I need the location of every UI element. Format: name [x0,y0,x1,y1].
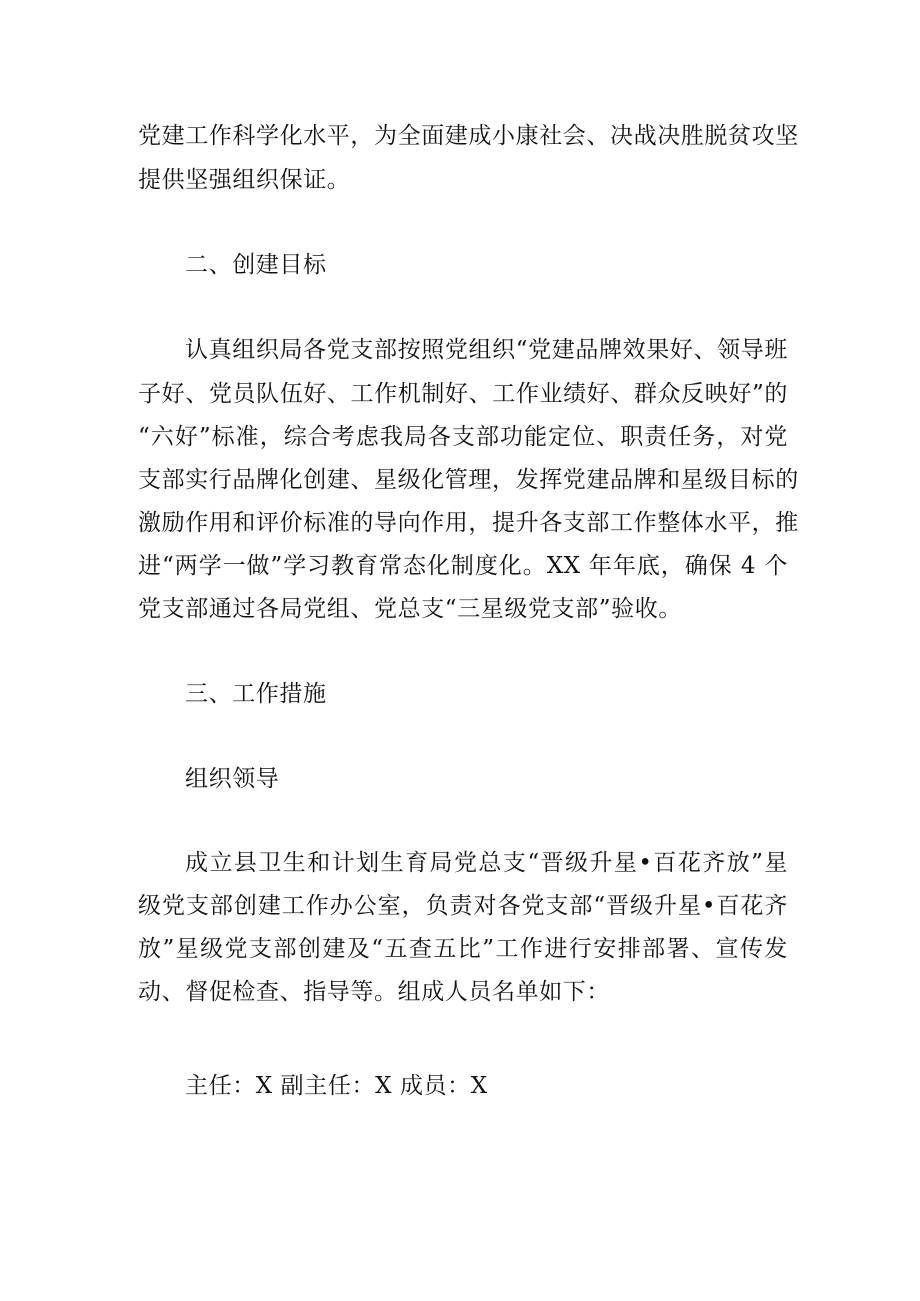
intro-line-2: 提供坚强组织保证。 [138,167,351,193]
subheading-organization: 组织领导 [185,766,280,792]
section-heading-measures: 三、工作措施 [185,681,327,707]
goals-paragraph-line-4: 支部实行品牌化创建、星级化管理，发挥党建品牌和星级目标的 [138,467,799,493]
goals-paragraph-line-2: 子好、党员队伍好、工作机制好、工作业绩好、群众反映好”的 [138,381,788,407]
measures-paragraph-line-4: 动、督促检查、指导等。组成人员名单如下： [138,979,610,1005]
measures-paragraph-line-3: 放”星级党支部创建及“五查五比”工作进行安排部署、宣传发 [138,936,788,962]
goals-paragraph-line-6: 进“两学一做”学习教育常态化制度化。XX 年年底，确保 4 个 [138,553,788,579]
measures-paragraph-line-1: 成立县卫生和计划生育局党总支“晋级升星•百花齐放”星 [185,850,788,876]
intro-line-1: 党建工作科学化水平，为全面建成小康社会、决战决胜脱贫攻坚 [138,123,799,149]
section-heading-goals: 二、创建目标 [185,252,327,278]
goals-paragraph-line-1: 认真组织局各党支部按照党组织“党建品牌效果好、领导班 [185,337,788,363]
members-line: 主任：X 副主任：X 成员：X [185,1073,488,1099]
measures-paragraph-line-2: 级党支部创建工作办公室，负责对各党支部“晋级升星•百花齐 [138,893,788,919]
goals-paragraph-line-7: 党支部通过各局党组、党总支“三星级党支部”验收。 [138,596,682,622]
goals-paragraph-line-3: “六好”标准，综合考虑我局各支部功能定位、职责任务，对党 [138,424,788,450]
goals-paragraph-line-5: 激励作用和评价标准的导向作用，提升各支部工作整体水平，推 [138,510,799,536]
